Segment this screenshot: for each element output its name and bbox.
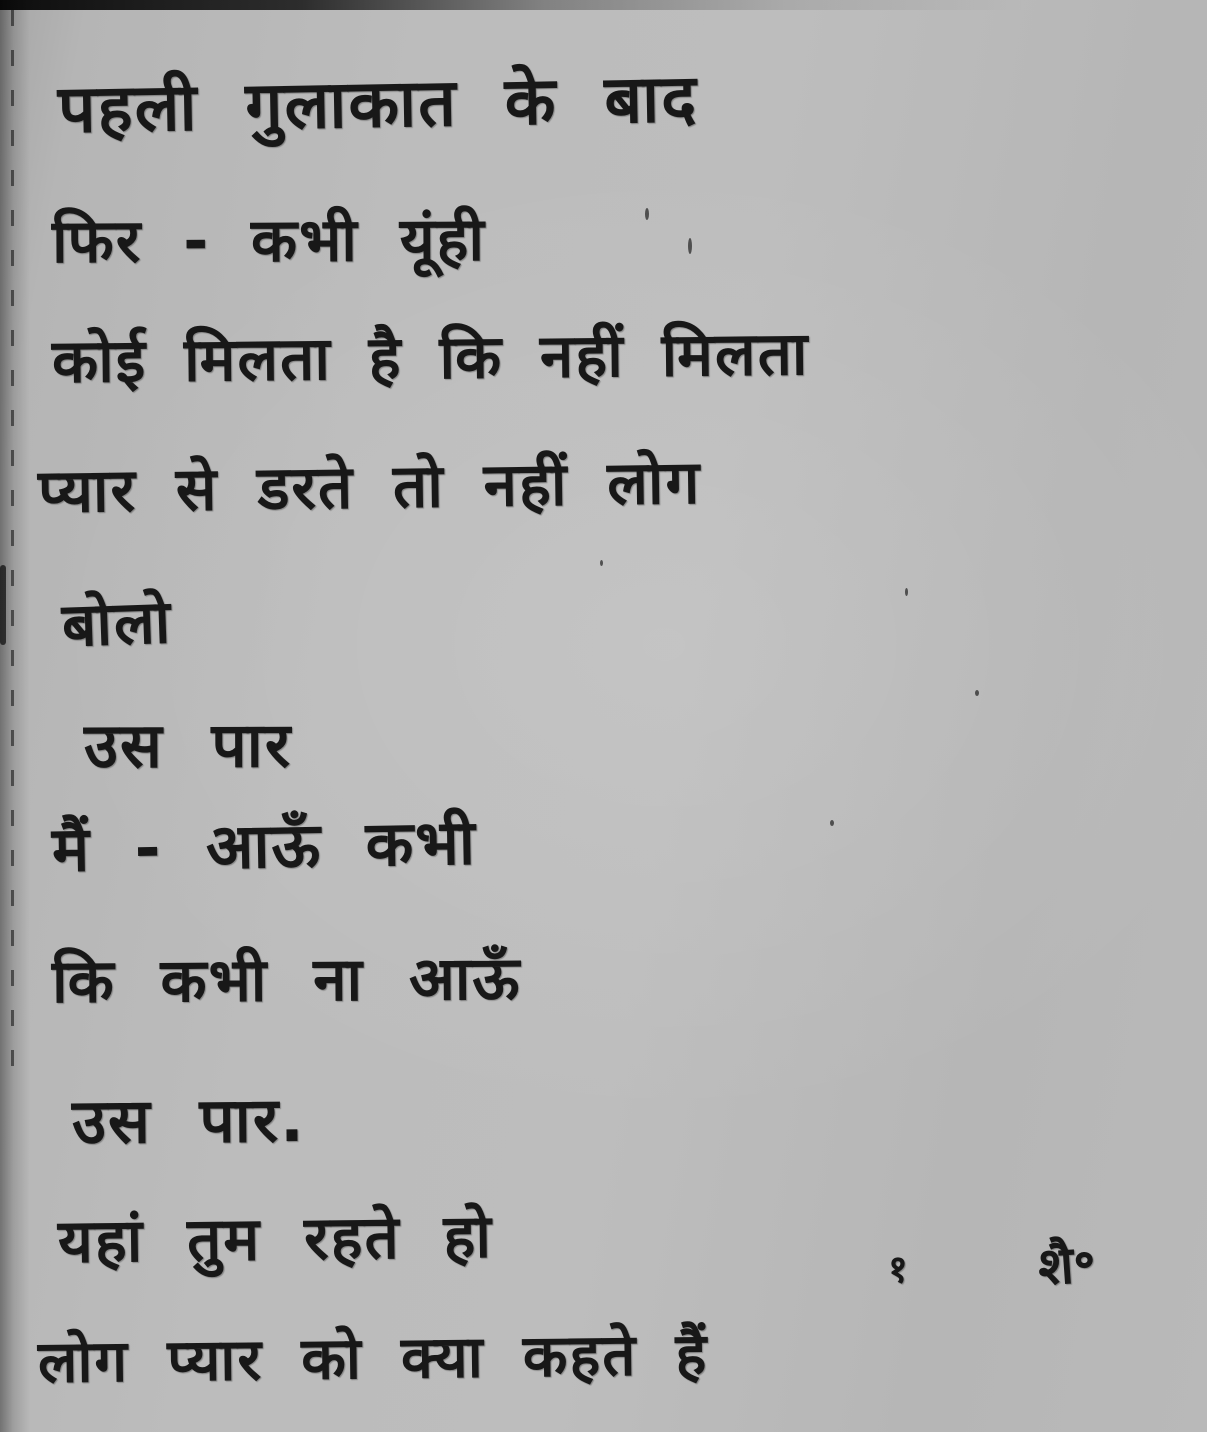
poem-line-1: पहली गुलाकात के बाद xyxy=(57,59,699,148)
poem-line-3: कोई मिलता है कि नहीं मिलता xyxy=(51,319,810,397)
page-top-edge-shadow xyxy=(0,0,1207,10)
poem-line-10: यहां तुम रहते हो xyxy=(57,1201,494,1277)
poem-line-2: फिर - कभी यूंही xyxy=(51,204,487,277)
poem-line-8: कि कभी ना आऊँ xyxy=(51,943,522,1017)
ink-speck xyxy=(905,588,908,596)
page-left-edge-shadow xyxy=(0,0,30,1432)
ink-speck xyxy=(975,690,979,696)
page-edge-mark xyxy=(0,565,6,645)
ink-speck xyxy=(688,238,692,254)
ink-speck xyxy=(600,560,603,566)
poem-line-9: उस पार. xyxy=(71,1082,306,1158)
poem-line-6: उस पार xyxy=(83,708,293,782)
margin-flourish-mark: शै॰ xyxy=(1036,1234,1098,1298)
poem-line-4: प्यार से डरते तो नहीं लोग xyxy=(37,447,702,527)
poem-line-5: बोलो xyxy=(60,587,174,661)
poem-line-7: मैं - आऊँ कभी xyxy=(51,805,478,886)
fold-crease-line xyxy=(11,10,14,1090)
poem-line-11: लोग प्यार को क्या कहते हैं xyxy=(37,1319,709,1396)
ink-speck xyxy=(830,820,834,826)
ink-speck xyxy=(645,208,649,220)
superscript-correction-mark: १ xyxy=(888,1247,908,1291)
